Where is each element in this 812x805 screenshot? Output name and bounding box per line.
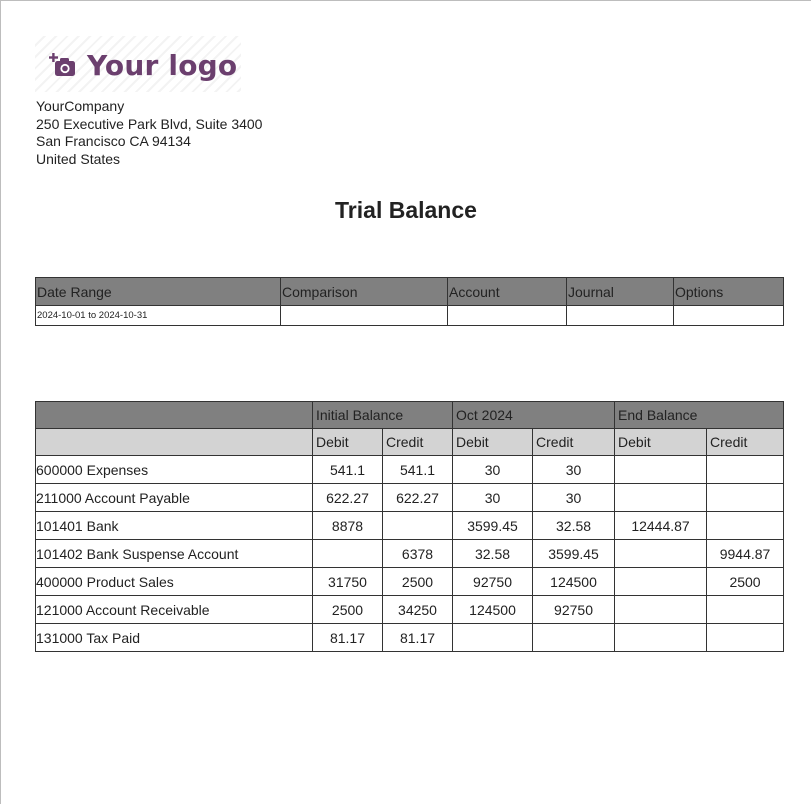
end-credit-cell: [707, 624, 784, 652]
table-row: [36, 596, 784, 624]
filters-table: [35, 277, 784, 326]
initial-debit-cell: 541.1: [313, 456, 383, 484]
sub-header-period-debit: Debit: [453, 429, 533, 456]
filter-header-journal: Journal: [567, 278, 674, 306]
trial-balance-table: [35, 401, 784, 652]
end-debit-cell: [615, 540, 707, 568]
initial-debit-cell: 31750: [313, 568, 383, 596]
company-name: YourCompany: [36, 98, 125, 114]
sub-header-initial-credit: Credit: [383, 429, 453, 456]
period-credit-cell: 92750: [533, 596, 615, 624]
group-header-row: [36, 402, 784, 429]
initial-credit-cell: 541.1: [383, 456, 453, 484]
filter-header-date-range: Date Range: [36, 278, 281, 306]
end-credit-cell: [707, 512, 784, 540]
sub-header-end-credit: Credit: [707, 429, 784, 456]
table-row: [36, 456, 784, 484]
end-credit-cell: [707, 596, 784, 624]
period-credit-cell: 30: [533, 456, 615, 484]
camera-plus-icon: [49, 53, 77, 79]
sub-header-period-credit: Credit: [533, 429, 615, 456]
filter-header-account: Account: [448, 278, 567, 306]
period-debit-cell: 30: [453, 484, 533, 512]
end-debit-cell: [615, 568, 707, 596]
sub-header-row: [36, 429, 784, 456]
filter-header-options: Options: [674, 278, 784, 306]
table-row: [36, 624, 784, 652]
account-cell: 600000 Expenses: [36, 456, 313, 484]
period-credit-cell: [533, 624, 615, 652]
initial-credit-cell: 6378: [383, 540, 453, 568]
account-cell: 211000 Account Payable: [36, 484, 313, 512]
filters-value-row: [36, 306, 784, 326]
account-cell: 121000 Account Receivable: [36, 596, 313, 624]
initial-credit-cell: [383, 512, 453, 540]
period-debit-cell: [453, 624, 533, 652]
group-header-period: Oct 2024: [453, 402, 615, 429]
initial-debit-cell: 8878: [313, 512, 383, 540]
sub-header-account: [36, 429, 313, 456]
filter-value-journal: [567, 306, 674, 326]
account-cell: 101402 Bank Suspense Account: [36, 540, 313, 568]
sub-header-initial-debit: Debit: [313, 429, 383, 456]
initial-credit-cell: 34250: [383, 596, 453, 624]
period-debit-cell: 92750: [453, 568, 533, 596]
group-header-end-balance: End Balance: [615, 402, 784, 429]
filter-value-date-range: 2024-10-01 to 2024-10-31: [36, 306, 281, 326]
end-credit-cell: 9944.87: [707, 540, 784, 568]
company-city: San Francisco CA 94134: [36, 133, 191, 149]
initial-credit-cell: 81.17: [383, 624, 453, 652]
report-title: Trial Balance: [335, 197, 477, 223]
initial-debit-cell: [313, 540, 383, 568]
filter-value-options: [674, 306, 784, 326]
filter-value-comparison: [281, 306, 448, 326]
company-country: United States: [36, 150, 121, 167]
period-debit-cell: 32.58: [453, 540, 533, 568]
filter-header-comparison: Comparison: [281, 278, 448, 306]
filter-value-account: [448, 306, 567, 326]
account-cell: 101401 Bank: [36, 512, 313, 540]
company-logo: [35, 36, 241, 92]
end-debit-cell: 12444.87: [615, 512, 707, 540]
end-debit-cell: [615, 456, 707, 484]
table-row: [36, 540, 784, 568]
filters-header-row: [36, 278, 784, 306]
period-credit-cell: 3599.45: [533, 540, 615, 568]
account-cell: 131000 Tax Paid: [36, 624, 313, 652]
logo-text: Your logo: [87, 48, 238, 82]
initial-credit-cell: 2500: [383, 568, 453, 596]
end-credit-cell: [707, 484, 784, 512]
group-header-account: [36, 402, 313, 429]
end-debit-cell: [615, 624, 707, 652]
initial-debit-cell: 81.17: [313, 624, 383, 652]
period-credit-cell: 124500: [533, 568, 615, 596]
company-street: 250 Executive Park Blvd, Suite 3400: [36, 115, 263, 132]
table-row: [36, 484, 784, 512]
end-debit-cell: [615, 596, 707, 624]
account-cell: 400000 Product Sales: [36, 568, 313, 596]
company-address: [36, 98, 262, 168]
sub-header-end-debit: Debit: [615, 429, 707, 456]
period-credit-cell: 32.58: [533, 512, 615, 540]
end-credit-cell: 2500: [707, 568, 784, 596]
initial-debit-cell: 2500: [313, 596, 383, 624]
initial-debit-cell: 622.27: [313, 484, 383, 512]
group-header-initial-balance: Initial Balance: [313, 402, 453, 429]
period-debit-cell: 124500: [453, 596, 533, 624]
period-credit-cell: 30: [533, 484, 615, 512]
table-row: [36, 568, 784, 596]
period-debit-cell: 3599.45: [453, 512, 533, 540]
period-debit-cell: 30: [453, 456, 533, 484]
table-row: [36, 512, 784, 540]
end-credit-cell: [707, 456, 784, 484]
end-debit-cell: [615, 484, 707, 512]
initial-credit-cell: 622.27: [383, 484, 453, 512]
